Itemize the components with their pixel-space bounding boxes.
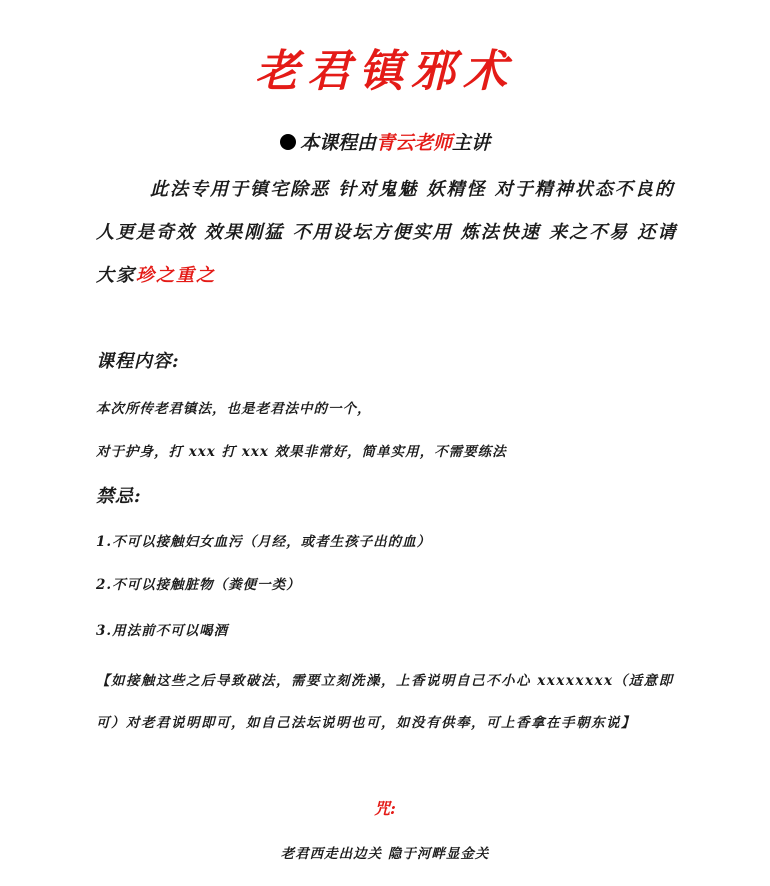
intro-paragraph (96, 168, 692, 297)
intro-emphasis: 珍之重之 (136, 265, 216, 286)
notice-paragraph: 【如接触这些之后导致破法，需要立刻洗澡，上香说明自己不小心 xxxxxxxx（适意即可）对老君说明即可，如自己法坛说明也可，如没有供奉，可上香拿在手朝东说】 (96, 673, 674, 731)
bullet-icon (280, 134, 296, 150)
spell-text: 老君西走出边关 隐于河畔显金关 (280, 846, 490, 862)
document-title: 老君镇邪术 (255, 46, 515, 97)
taboo-heading: 禁忌: (96, 486, 142, 507)
lecturer-teacher: 青云老师 (375, 132, 452, 154)
lecturer-prefix: 本课程由 (299, 132, 376, 154)
content-heading: 课程内容: (96, 351, 180, 372)
taboo-item: 2.不可以接触脏物（粪便一类） (96, 577, 301, 593)
intro-text: 此法专用于镇宅除恶 针对鬼魅 妖精怪 对于精神状态不良的人更是奇效 效果刚猛 不用设坛方便实用 炼法快速 来之不易 还请大家 (96, 179, 678, 286)
content-line-2: 对于护身，打 xxx 打 xxx 效果非常好，简单实用，不需要练法 (96, 444, 507, 460)
spell-heading: 咒: (374, 799, 396, 818)
lecturer-line (0, 128, 770, 158)
taboo-item: 3.用法前不可以喝酒 (96, 623, 229, 639)
content-line-1: 本次所传老君镇法，也是老君法中的一个， (96, 401, 372, 417)
lecturer-suffix: 主讲 (452, 132, 491, 154)
taboo-item: 1.不可以接触妇女血污（月经，或者生孩子出的血） (96, 534, 432, 550)
